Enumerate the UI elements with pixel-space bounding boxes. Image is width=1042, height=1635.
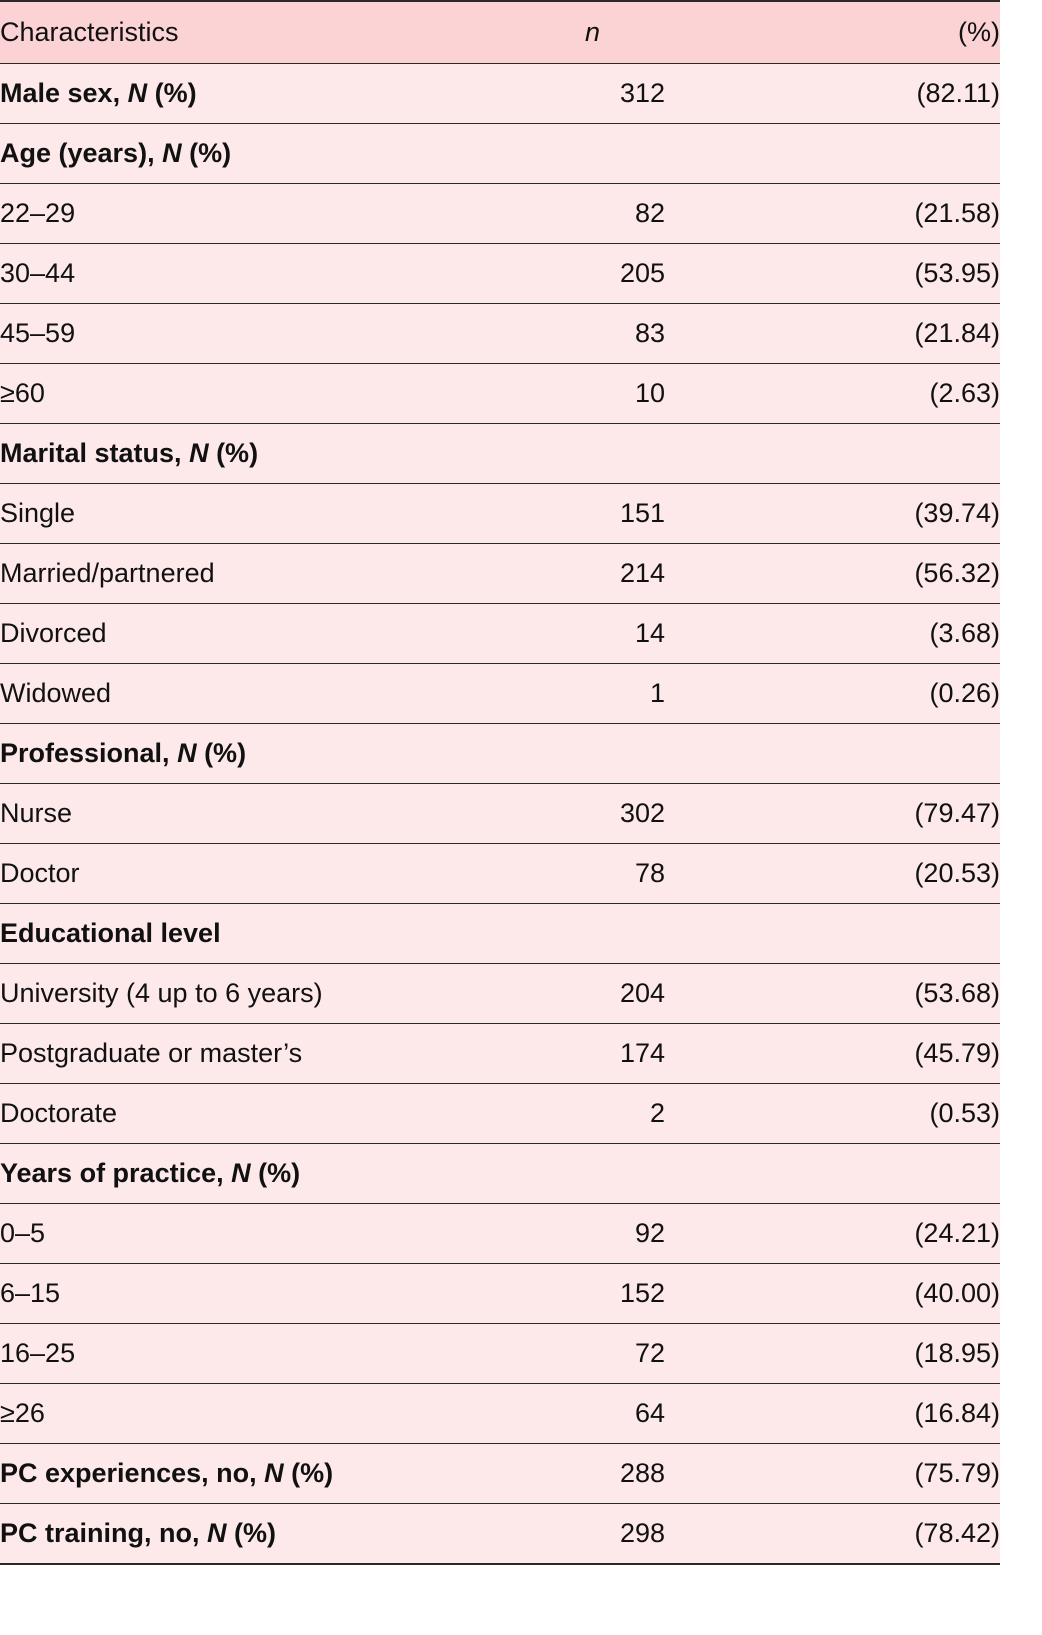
row-label-text: ≥60	[0, 378, 45, 408]
row-n-value: 82	[520, 184, 665, 244]
row-n-value: 151	[520, 484, 665, 544]
row-label	[0, 1324, 520, 1384]
table-row	[0, 904, 1000, 964]
table-row	[0, 484, 1000, 544]
row-label-text: 22–29	[0, 198, 76, 228]
row-n-value: 64	[520, 1384, 665, 1444]
row-percent-value: (56.32)	[665, 544, 1000, 604]
row-percent-value: (82.11)	[665, 64, 1000, 124]
row-label	[0, 1384, 520, 1444]
table-body	[0, 64, 1000, 1565]
table-row	[0, 64, 1000, 124]
row-label-text: Doctorate	[0, 1098, 118, 1128]
table-row	[0, 1384, 1000, 1444]
row-label	[0, 1444, 520, 1504]
row-label	[0, 784, 520, 844]
table-row	[0, 1084, 1000, 1144]
table-row	[0, 604, 1000, 664]
row-label-n-symbol: N	[127, 78, 148, 108]
row-n-value	[520, 1144, 665, 1204]
row-label	[0, 484, 520, 544]
table-row	[0, 1024, 1000, 1084]
row-n-value: 288	[520, 1444, 665, 1504]
row-label	[0, 544, 520, 604]
row-label-n-symbol: N	[264, 1458, 284, 1488]
row-label	[0, 364, 520, 424]
row-label-text: 45–59	[0, 318, 76, 348]
row-label	[0, 1144, 520, 1204]
row-label-text: Married/partnered	[0, 558, 215, 588]
row-label-text: Professional,	[0, 738, 178, 768]
row-label	[0, 1024, 520, 1084]
row-percent-value: (0.26)	[665, 664, 1000, 724]
row-label	[0, 1204, 520, 1264]
row-n-value: 298	[520, 1504, 665, 1565]
row-percent-value: (21.58)	[665, 184, 1000, 244]
row-n-value	[520, 724, 665, 784]
row-label	[0, 124, 520, 184]
table-row	[0, 364, 1000, 424]
row-n-value: 302	[520, 784, 665, 844]
row-label-text: Male sex,	[0, 78, 128, 108]
row-label-text: Nurse	[0, 798, 73, 828]
row-label-text: 6–15	[0, 1278, 61, 1308]
row-percent-value	[665, 904, 1000, 964]
row-label-text: PC experiences, no,	[0, 1458, 265, 1488]
row-n-value: 205	[520, 244, 665, 304]
row-label-n-symbol: N	[189, 438, 209, 468]
row-label-suffix: (%)	[208, 438, 259, 468]
row-label	[0, 244, 520, 304]
row-percent-value: (24.21)	[665, 1204, 1000, 1264]
row-n-value: 14	[520, 604, 665, 664]
row-label-n-symbol: N	[162, 138, 182, 168]
row-n-value: 312	[520, 64, 665, 124]
table-row	[0, 544, 1000, 604]
row-n-value: 214	[520, 544, 665, 604]
row-percent-value	[665, 1144, 1000, 1204]
row-n-value	[520, 904, 665, 964]
row-label-n-symbol: N	[231, 1158, 251, 1188]
table-header-row	[0, 1, 1000, 64]
row-n-value: 1	[520, 664, 665, 724]
row-n-value	[520, 424, 665, 484]
row-label	[0, 1264, 520, 1324]
table-row	[0, 1324, 1000, 1384]
row-label	[0, 64, 520, 124]
row-label-suffix: (%)	[250, 1158, 301, 1188]
row-label-text: Educational level	[0, 918, 221, 948]
row-label-text: PC training, no,	[0, 1518, 207, 1548]
row-label-text: 0–5	[0, 1218, 46, 1248]
row-label-suffix: (%)	[147, 78, 197, 108]
table-row	[0, 844, 1000, 904]
row-percent-value	[665, 724, 1000, 784]
row-label-suffix: (%)	[181, 138, 232, 168]
row-label	[0, 304, 520, 364]
row-percent-value	[665, 424, 1000, 484]
table-row	[0, 1504, 1000, 1565]
row-label	[0, 604, 520, 664]
header-percent: (%)	[665, 1, 1000, 64]
row-label-n-symbol: N	[177, 738, 197, 768]
table-row	[0, 1444, 1000, 1504]
row-percent-value	[665, 124, 1000, 184]
row-label-text: Divorced	[0, 618, 107, 648]
row-n-value: 10	[520, 364, 665, 424]
row-percent-value: (53.68)	[665, 964, 1000, 1024]
row-percent-value: (2.63)	[665, 364, 1000, 424]
row-percent-value: (78.42)	[665, 1504, 1000, 1565]
table-row	[0, 124, 1000, 184]
row-label	[0, 904, 520, 964]
row-label-text: 30–44	[0, 258, 76, 288]
row-label-suffix: (%)	[196, 738, 247, 768]
row-percent-value: (53.95)	[665, 244, 1000, 304]
row-n-value: 92	[520, 1204, 665, 1264]
row-percent-value: (75.79)	[665, 1444, 1000, 1504]
row-n-value: 2	[520, 1084, 665, 1144]
row-percent-value: (45.79)	[665, 1024, 1000, 1084]
row-percent-value: (0.53)	[665, 1084, 1000, 1144]
row-label-suffix: (%)	[226, 1518, 276, 1548]
row-label-text: Years of practice,	[0, 1158, 232, 1188]
table-row	[0, 1144, 1000, 1204]
row-percent-value: (3.68)	[665, 604, 1000, 664]
table-row	[0, 304, 1000, 364]
row-label-text: Widowed	[0, 678, 112, 708]
row-label-n-symbol: N	[207, 1518, 227, 1548]
row-percent-value: (20.53)	[665, 844, 1000, 904]
row-label	[0, 1084, 520, 1144]
row-label	[0, 184, 520, 244]
table-row	[0, 184, 1000, 244]
table-row	[0, 244, 1000, 304]
row-label-suffix: (%)	[283, 1458, 334, 1488]
row-n-value	[520, 124, 665, 184]
header-n: n	[520, 1, 665, 64]
row-n-value: 83	[520, 304, 665, 364]
row-percent-value: (16.84)	[665, 1384, 1000, 1444]
row-label-text: Single	[0, 498, 76, 528]
row-n-value: 174	[520, 1024, 665, 1084]
row-percent-value: (21.84)	[665, 304, 1000, 364]
row-label	[0, 664, 520, 724]
row-percent-value: (40.00)	[665, 1264, 1000, 1324]
table-row	[0, 964, 1000, 1024]
table-row	[0, 1204, 1000, 1264]
row-label-text: ≥26	[0, 1398, 45, 1428]
row-n-value: 204	[520, 964, 665, 1024]
row-n-value: 78	[520, 844, 665, 904]
row-percent-value: (79.47)	[665, 784, 1000, 844]
row-label-text: Age (years),	[0, 138, 163, 168]
row-label	[0, 964, 520, 1024]
row-label	[0, 724, 520, 784]
table-row	[0, 664, 1000, 724]
row-label-text: Postgraduate or master’s	[0, 1038, 303, 1068]
row-label	[0, 424, 520, 484]
row-percent-value: (18.95)	[665, 1324, 1000, 1384]
row-label-text: 16–25	[0, 1338, 76, 1368]
row-label	[0, 844, 520, 904]
header-characteristics: Characteristics	[0, 1, 520, 64]
row-n-value: 152	[520, 1264, 665, 1324]
row-n-value: 72	[520, 1324, 665, 1384]
table-row	[0, 784, 1000, 844]
row-label	[0, 1504, 520, 1565]
table-row	[0, 724, 1000, 784]
table-row	[0, 424, 1000, 484]
row-label-text: University (4 up to 6 years)	[0, 978, 323, 1008]
row-label-text: Marital status,	[0, 438, 190, 468]
table-row	[0, 1264, 1000, 1324]
row-label-text: Doctor	[0, 858, 80, 888]
row-percent-value: (39.74)	[665, 484, 1000, 544]
